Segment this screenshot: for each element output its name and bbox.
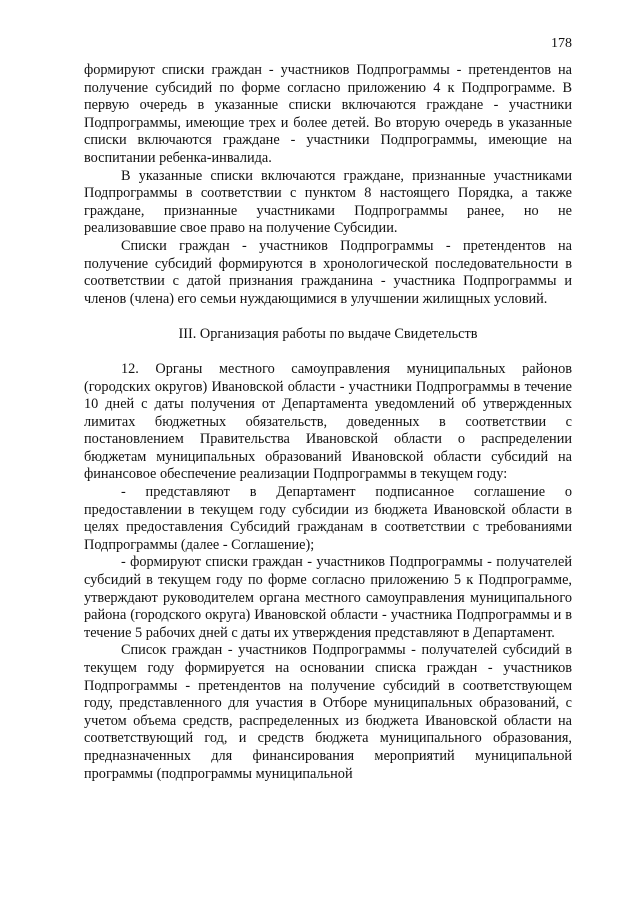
paragraph-continuation: формируют списки граждан - участников Подпрограммы - претендентов на получение субсидий по форме согласно приложению 4 к Подпрограмме. В первую очередь в указанные списки включаются граждане - участники Подпрограммы, имеющие трех и более детей. Во вторую очередь в указанные списки включаются граждане - участники Подпрограммы, имеющие на воспитании ребенка-инвалида. xyxy=(84,62,572,166)
paragraph-list-order: Списки граждан - участников Подпрограммы - претендентов на получение субсидий формируются в хронологической последовательности в соответствии с датой признания гражданина - участника Подпрограммы и членов (члена) его семьи нуждающимися в улучшении жилищных условий. xyxy=(84,237,572,307)
paragraph-recipient-list: Список граждан - участников Подпрограммы - получателей субсидий в текущем году формируется на основании списка граждан - участников Подпрограммы - претендентов на получение субсидий в соответствующем году, представленного для участия в Отборе муниципальных образований, с учетом объема средств, распределенных из бюджета Ивановской области на соответствующий год, и средств бюджета муниципального образования, предназначенных для финансирования мероприятий муниципальной программы (подпрограммы муниципальной xyxy=(84,642,572,782)
paragraph-item-12: 12. Органы местного самоуправления муниципальных районов (городских округов) Ивановской области - участники Подпрограммы в течение 10 дней с даты получения от Департамента уведомлений об утвержденных лимитах бюджетных обязательств, доведенных в соответствии с постановлением Правительства Ивановской области о распределении бюджетам муниципальных образований Ивановской области субсидий на финансовое обеспечение реализации Подпрограммы в текущем году: xyxy=(84,360,572,483)
paragraph-list-inclusion: В указанные списки включаются граждане, признанные участниками Подпрограммы в соответствии с пунктом 8 настоящего Порядка, а также граждане, признанные участниками Подпрограммы ранее, но не реализовавшие свое право на получение Субсидии. xyxy=(84,167,572,237)
document-body xyxy=(84,62,572,783)
section-heading: III. Организация работы по выдаче Свидетельств xyxy=(178,326,478,343)
page-number: 178 xyxy=(551,36,572,51)
paragraph-bullet-lists: - формируют списки граждан - участников Подпрограммы - получателей субсидий в текущем году по форме согласно приложению 5 к Подпрограмме, утверждают руководителем органа местного самоуправления муниципального района (городского округа) Ивановской области - участника Подпрограммы и в течение 5 рабочих дней с даты их утверждения представляют в Департамент. xyxy=(84,554,572,641)
paragraph-bullet-agreement: - представляют в Департамент подписанное соглашение о предоставлении в текущем году субсидии из бюджета Ивановской области в целях предоставления Субсидий гражданам в соответствии с требованиями Подпрограммы (далее - Соглашение); xyxy=(84,484,572,553)
